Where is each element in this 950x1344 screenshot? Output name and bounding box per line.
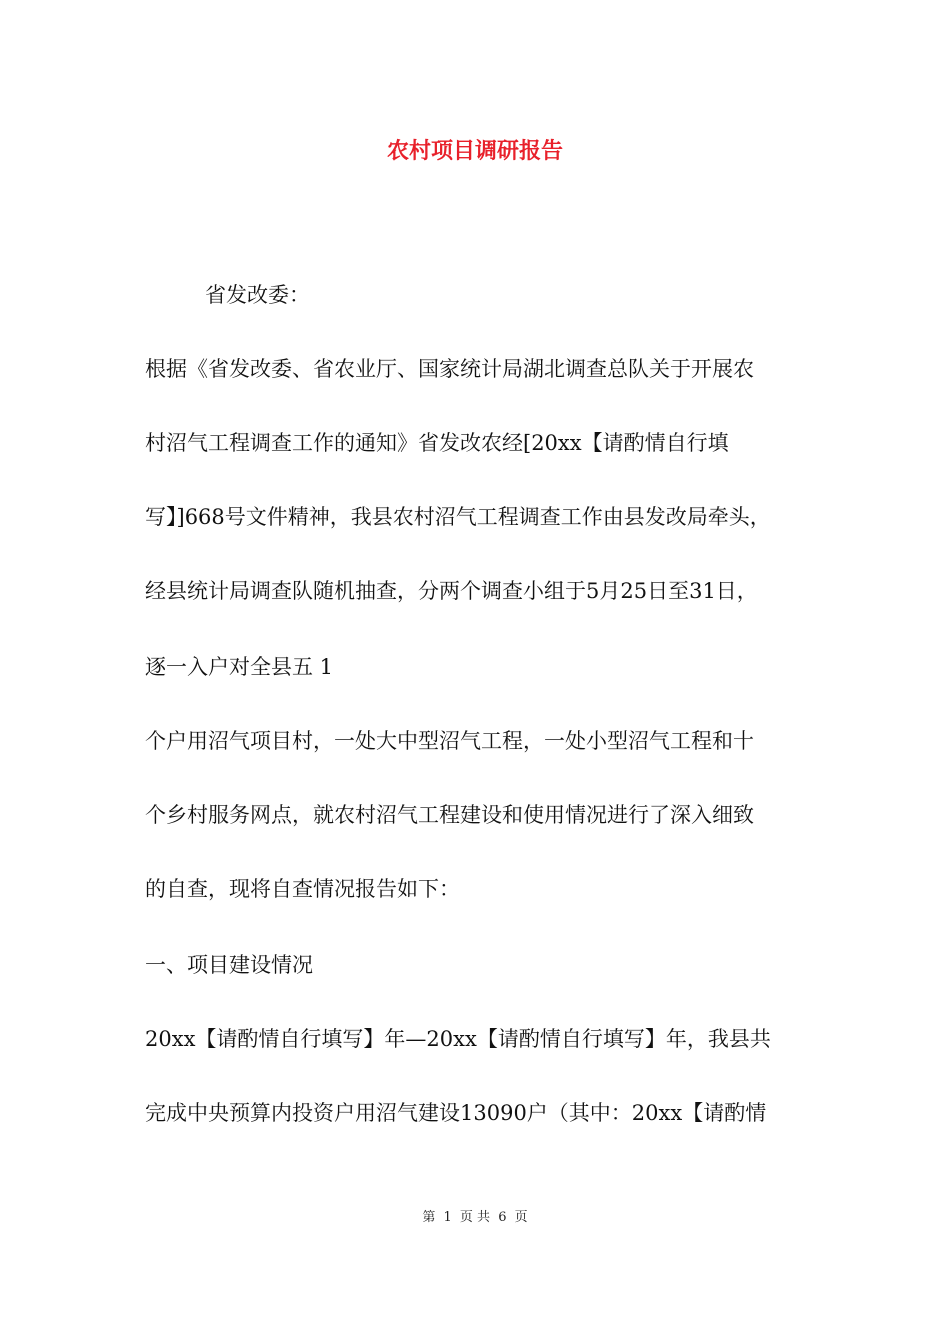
body-line: 逐一入户对全县五 1 — [145, 655, 334, 679]
footer-total-pages: 6 — [498, 1210, 507, 1225]
page-footer — [0, 1209, 950, 1227]
body-line: 个乡村服务网点，就农村沼气工程建设和使用情况进行了深入细致 — [145, 803, 754, 827]
body-line: 村沼气工程调查工作的通知》省发改农经[20xx【请酌情自行填 — [145, 431, 729, 455]
body-line: 完成中央预算内投资户用沼气建设13090户（其中：20xx【请酌情 — [145, 1101, 767, 1125]
footer-page-number: 1 — [443, 1210, 452, 1225]
salutation: 省发改委： — [205, 283, 310, 307]
body-line: 写】]668号文件精神，我县农村沼气工程调查工作由县发改局牵头， — [145, 505, 771, 529]
footer-mid: 页 共 — [459, 1210, 491, 1225]
body-line: 20xx【请酌情自行填写】年—20xx【请酌情自行填写】年，我县共 — [145, 1027, 771, 1051]
footer-suffix: 页 — [514, 1210, 528, 1225]
section-heading: 一、项目建设情况 — [145, 953, 313, 977]
document-title: 农村项目调研报告 — [386, 138, 563, 164]
body-line: 的自查，现将自查情况报告如下： — [145, 877, 460, 901]
footer-prefix: 第 — [422, 1210, 436, 1225]
body-line: 经县统计局调查队随机抽查，分两个调查小组于5月25日至31日， — [145, 579, 758, 603]
body-line: 个户用沼气项目村，一处大中型沼气工程，一处小型沼气工程和十 — [145, 729, 754, 753]
body-line: 根据《省发改委、省农业厅、国家统计局湖北调查总队关于开展农 — [145, 357, 754, 381]
